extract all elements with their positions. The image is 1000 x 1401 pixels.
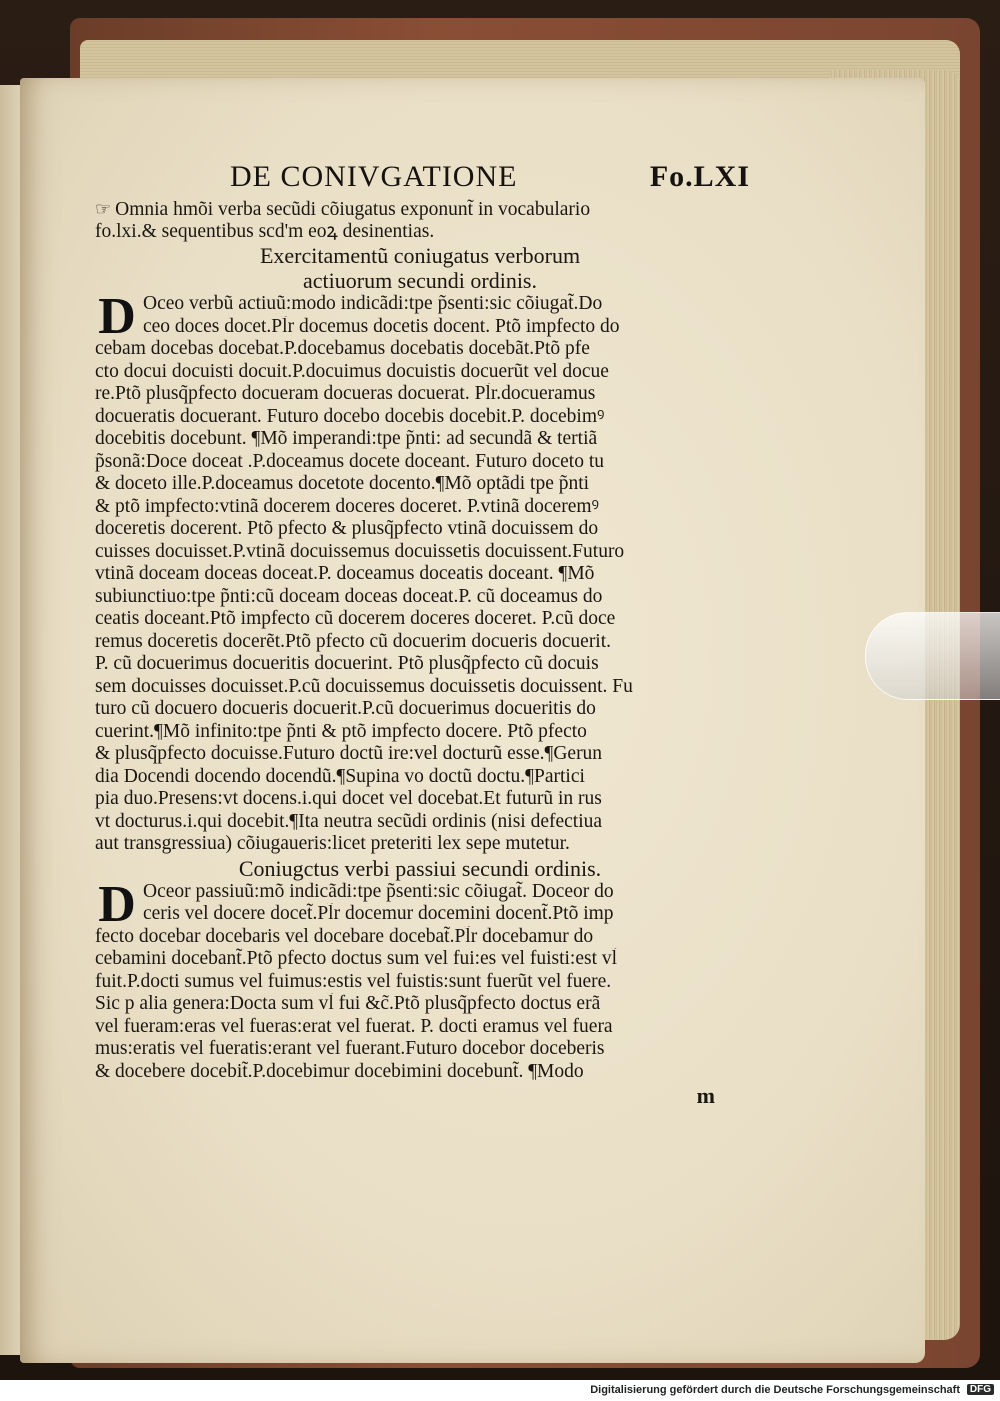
- dfg-logo: DFG: [967, 1384, 994, 1395]
- running-header: [230, 160, 750, 200]
- passive-conjugation-paragraph: [95, 875, 745, 1084]
- text-line: & doceto ille.P.doceamus docetote docento.¶Mõ optãdi tpe p̃nti: [95, 473, 590, 494]
- text-line: P. cũ docuerimus docueritis docuerint. Ptõ plusq̃pfecto cũ docuis: [95, 653, 599, 674]
- text-line: cto docui docuisti docuit.P.docuimus docuistis docuerũt vel docue: [95, 360, 609, 382]
- text-line: cebamini docebant̃.Ptõ pfecto doctus sum vel fui:es vel fuisti:est vl̃: [95, 948, 618, 969]
- text-line: vel fueram:eras vel fueras:erat vel fuerat. P. docti eramus vel fuera: [95, 1015, 613, 1037]
- text-line: Oceor passiuũ:mõ indicãdi:tpe p̃senti:sic cõiugat̃. Doceor do: [143, 880, 614, 902]
- text-line: p̃sonã:Doce doceat .P.doceamus docete doceant. Futuro doceto tu: [95, 450, 605, 472]
- text-line: subiunctiuo:tpe p̃nti:cũ doceam doceas doceat.P. cũ doceamus do: [95, 585, 603, 607]
- text-line: ceris vel docere docet̃.Pl̃r docemur docemini docent̃.Ptõ imp: [143, 903, 614, 924]
- intro-line: ☞ Omnia hmõi verba secũdi cõiugatus exponunt̃ in vocabulario: [95, 199, 591, 220]
- text-line: mus:eratis vel fueratis:erant vel fuerant.Futuro docebor doceberis: [95, 1038, 605, 1059]
- catchword: m: [696, 1083, 715, 1108]
- folio-number: Fo.LXI: [649, 160, 750, 193]
- section-heading: Exercitamentũ coniugatus verborum: [259, 243, 581, 268]
- text-line: fuit.P.docti sumus vel fuimus:estis vel fuistis:sunt fuerũt vel fuere.: [95, 970, 612, 992]
- text-line: docueratis docuerant. Futuro docebo docebis docebit.P. docebimꝰ: [95, 405, 605, 427]
- text-line: & plusq̃pfecto docuisse.Futuro doctũ ire:vel docturũ esse.¶Gerun: [95, 743, 603, 764]
- drop-capital: D: [98, 288, 136, 345]
- text-line: & ptõ impfecto:vtinã docerem doceres doceret. P.vtinã doceremꝰ: [95, 495, 599, 517]
- text-line: sem docuisses docuisset.P.cũ docuissemus docuissetis docuissent. Fu: [95, 675, 633, 697]
- text-line: aut transgressiua) cõiugaueris:licet preteriti lex sepe mutetur.: [95, 833, 570, 854]
- text-line: remus doceretis docerẽt.Ptõ pfecto cũ docuerim docueris docuerit.: [95, 630, 612, 652]
- text-line: vt docturus.i.qui docebit.¶Ita neutra secũdi ordinis (nisi defectiua: [95, 810, 603, 832]
- intro-line: fo.lxi.& sequentibus scd'm eoꝝ desinentias.: [95, 220, 435, 242]
- text-line: turo cũ docuero docueris docuerit.P.cũ docuerimus docueritis do: [95, 698, 596, 719]
- text-line: Sic p alia genera:Docta sum vl̃ fui &c̃.Ptõ plusq̃pfecto doctus erã: [95, 993, 601, 1014]
- running-title: DE CONIVGATIONE: [230, 160, 518, 193]
- text-line: docebitis docebunt. ¶Mõ imperandi:tpe p̃nti: ad secundã & tertiã: [95, 428, 598, 449]
- drop-capital: D: [98, 875, 136, 933]
- text-line: doceretis docerent. Ptõ pfecto & plusq̃pfecto vtinã docuissem do: [95, 518, 599, 539]
- pointing-hand-icon: ☞: [95, 199, 112, 219]
- text-line: & docebere docebit̃.P.docebimur docebimini docebunt̃. ¶Modo: [95, 1060, 584, 1082]
- text-line: cebam docebas docebat.P.docebamus docebatis docebãt.Ptõ pfe: [95, 338, 590, 359]
- text-line: ceatis doceant.Ptõ impfecto cũ docerem doceres doceret. P.cũ doce: [95, 608, 616, 629]
- footer-bar: [0, 1380, 1000, 1401]
- text-line: dia Docendi docendo docendũ.¶Supina vo doctũ doctu.¶Partici: [95, 765, 585, 787]
- page-text: [95, 198, 745, 1109]
- active-conjugation-paragraph: [95, 288, 745, 856]
- section-heading: actiuorum secundi ordinis.: [302, 268, 537, 293]
- text-line: fecto docebar docebaris vel docebare docebat̃.Pl̃r docebamur do: [95, 925, 594, 947]
- glass-page-holder: [865, 612, 1000, 700]
- text-line: ceo doces docet.Pl̃r docemus docetis docent. Ptõ impfecto do: [143, 315, 620, 337]
- text-line: vtinã doceam doceas doceat.P. doceamus doceatis doceant. ¶Mõ: [95, 563, 595, 584]
- text-line: cuerint.¶Mõ infinito:tpe p̃nti & ptõ impfecto docere. Ptõ pfecto: [95, 720, 587, 742]
- section-heading: Coniugctus verbi passiui secundi ordinis.: [238, 855, 602, 881]
- funding-credit: Digitalisierung gefördert durch die Deutsche Forschungsgemeinschaft: [590, 1384, 960, 1396]
- text-line: cuisses docuisset.P.vtinã docuissemus docuissetis docuissent.Futuro: [95, 540, 625, 562]
- text-line: Oceo verbũ actiuũ:modo indicãdi:tpe p̃senti:sic cõiugat̃.Do: [143, 293, 603, 314]
- text-line: re.Ptõ plusq̃pfecto docueram docueras docuerat. Pl̃r.docueramus: [95, 383, 596, 404]
- text-line: pia duo.Presens:vt docens.i.qui docet vel docebat.Et futurũ in rus: [95, 788, 602, 809]
